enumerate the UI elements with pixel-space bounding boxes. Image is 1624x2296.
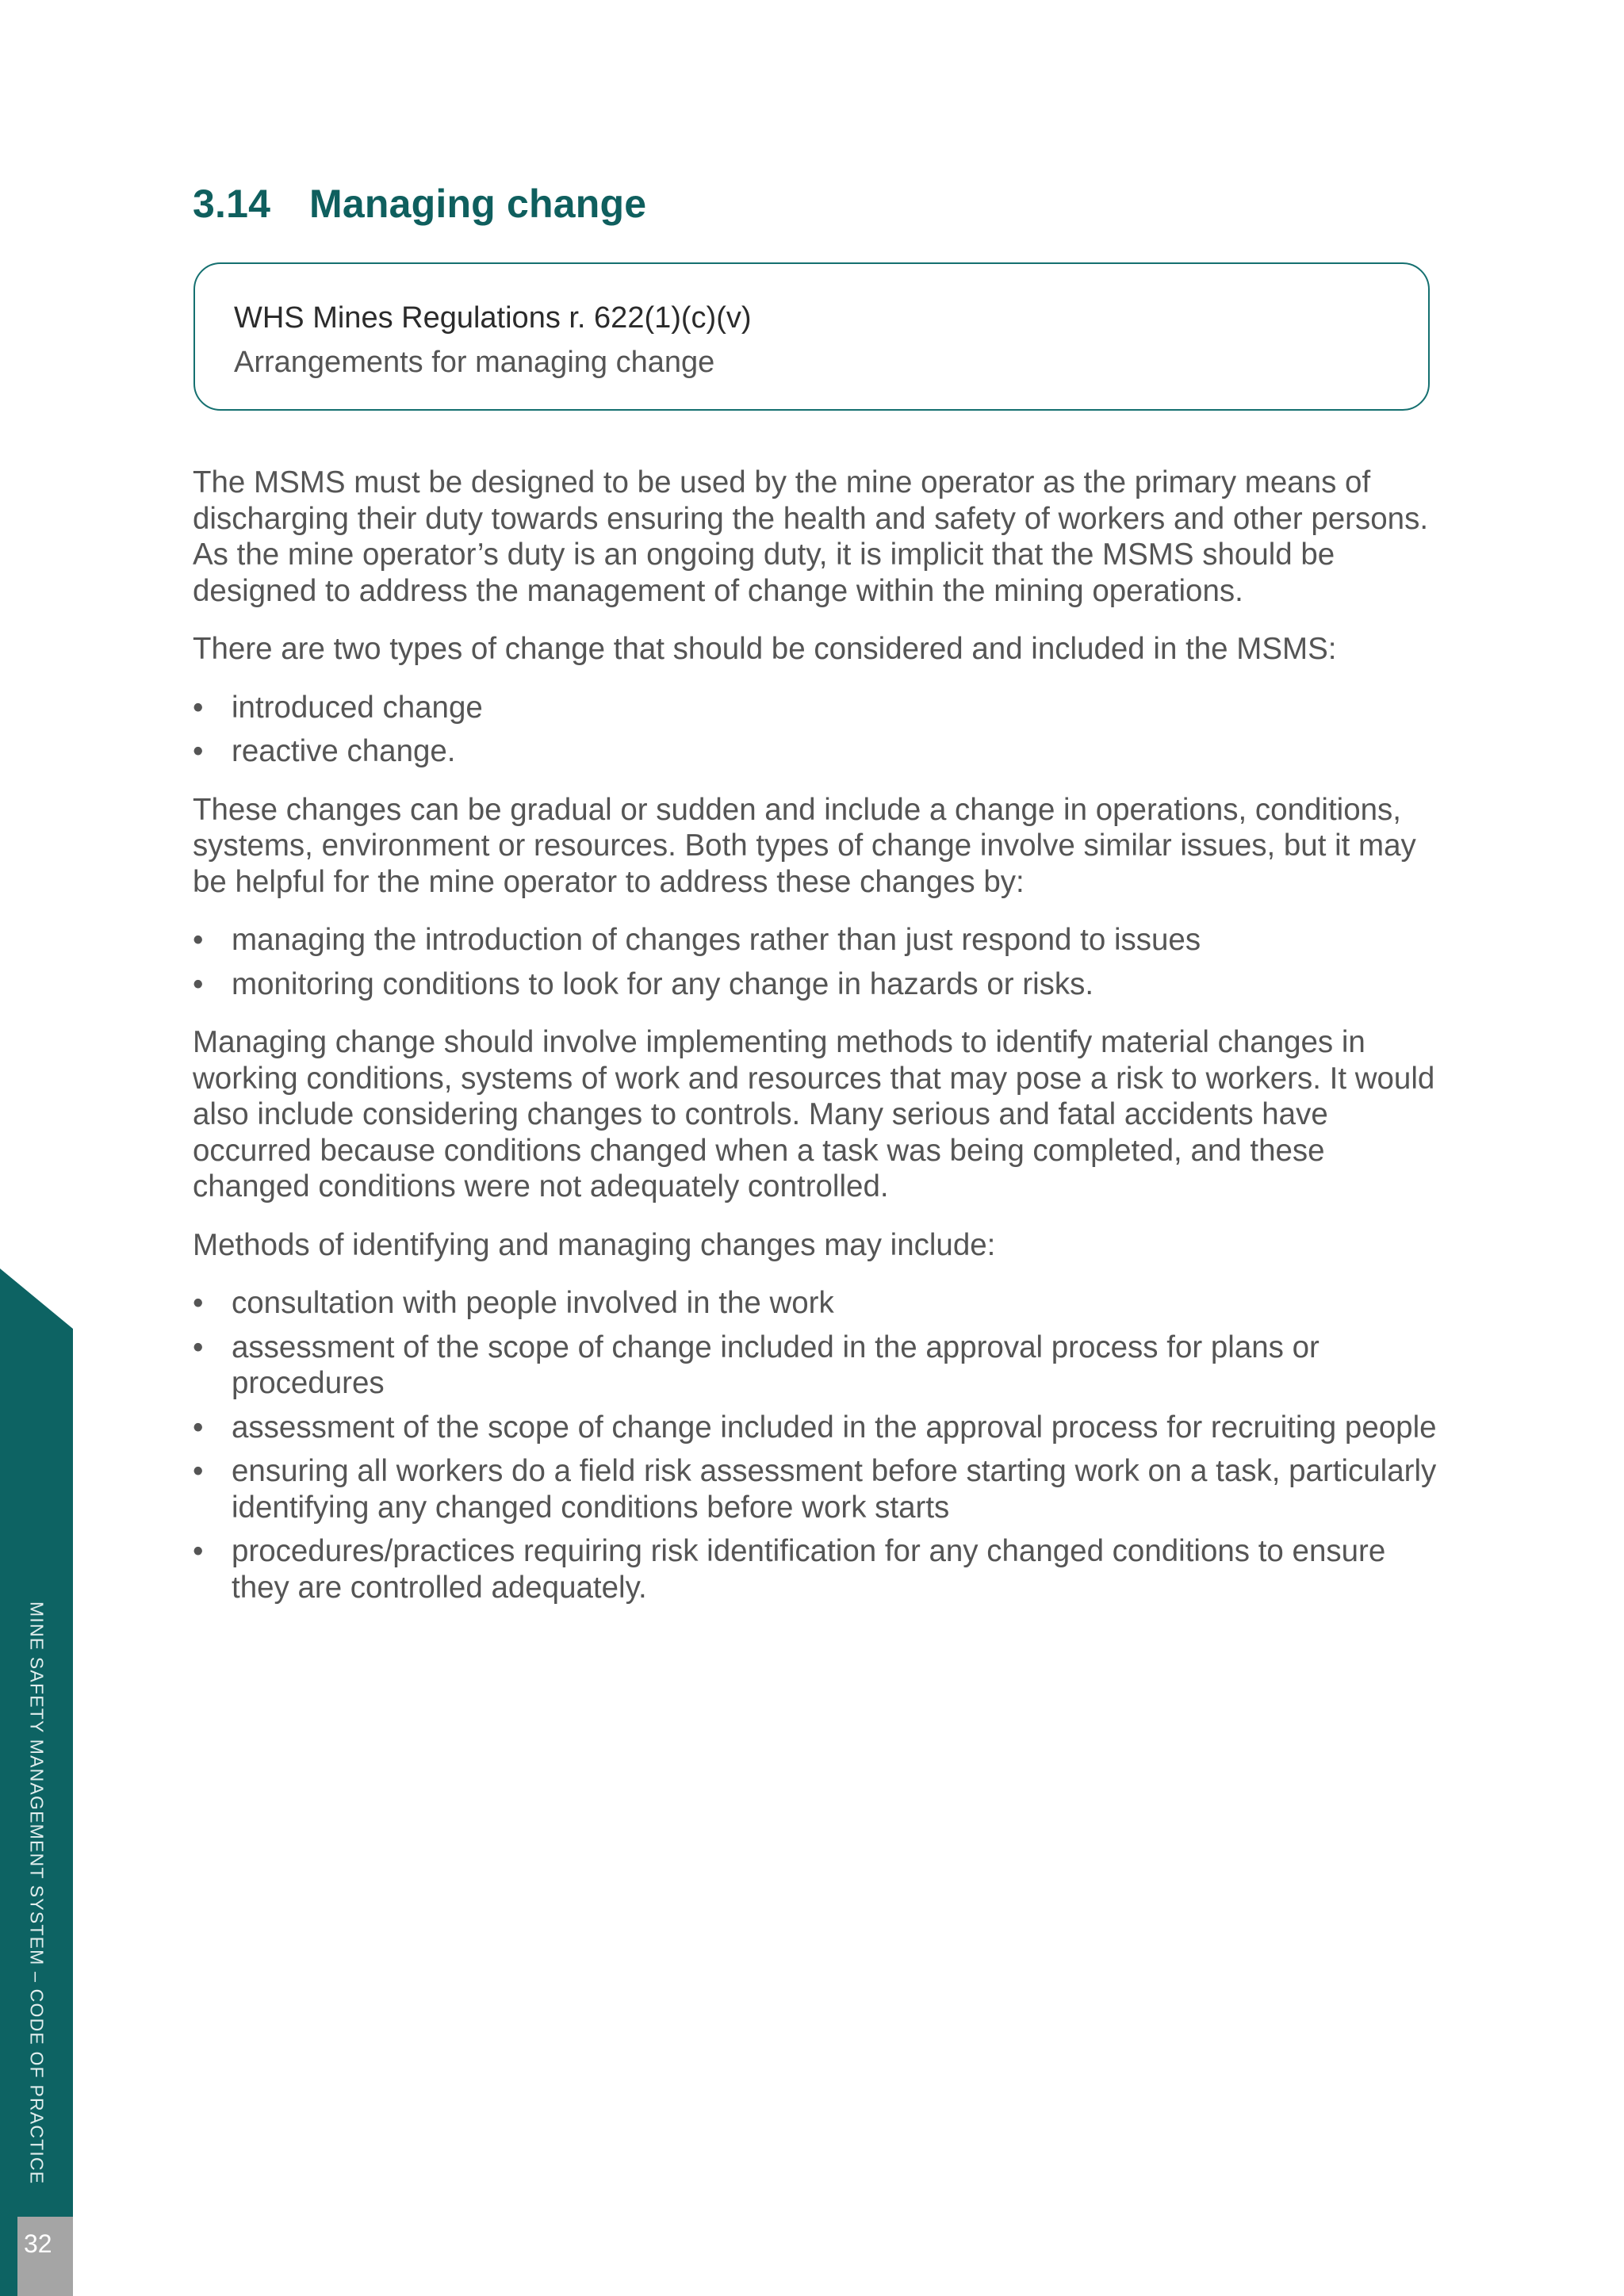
list-item: • procedures/practices requiring risk identification for any changed conditions to ensure they are controlled adequately. xyxy=(193,1534,1386,1605)
bullet-icon: • xyxy=(193,1286,204,1320)
paragraph: The MSMS must be designed to be used by the mine operator as the primary means of discharging their duty towards ensuring the health and safety of workers and other persons. As the mine operator’s duty is an ongoing duty, it is implicit that the MSMS should be designed to address the management of change within the mining operations. xyxy=(193,465,1429,608)
bullet-icon: • xyxy=(193,1330,204,1364)
list-item: • monitoring conditions to look for any change in hazards or risks. xyxy=(193,966,1094,1001)
section-number: 3.14 xyxy=(193,182,271,226)
bullet-icon: • xyxy=(193,690,204,725)
list-item: • assessment of the scope of change included in the approval process for plans or procedures xyxy=(193,1330,1320,1400)
list-item: • consultation with people involved in the work xyxy=(193,1286,834,1320)
bullet-list xyxy=(193,922,1438,1002)
document-title-vertical: MINE SAFETY MANAGEMENT SYSTEM – CODE OF PRACTICE xyxy=(26,1601,48,2185)
paragraph: Methods of identifying and managing changes may include: xyxy=(193,1227,996,1262)
bullet-icon: • xyxy=(193,1454,204,1488)
bullet-list xyxy=(193,1285,1438,1605)
list-item: • introduced change xyxy=(193,690,483,725)
section-title: Managing change xyxy=(309,182,647,226)
bullet-icon: • xyxy=(193,1410,204,1445)
paragraph: There are two types of change that should be considered and included in the MSMS: xyxy=(193,632,1337,666)
list-item: • assessment of the scope of change included in the approval process for recruiting people xyxy=(193,1410,1437,1445)
list-item: • reactive change. xyxy=(193,734,456,768)
regulation-box xyxy=(193,262,1430,411)
bullet-icon: • xyxy=(193,734,204,768)
page-number: 32 xyxy=(24,2229,52,2258)
bullet-icon: • xyxy=(193,1534,204,1568)
list-item: • managing the introduction of changes rather than just respond to issues xyxy=(193,923,1201,957)
list-item: • ensuring all workers do a field risk assessment before starting work on a task, particularly identifying any changed conditions before work starts xyxy=(193,1454,1437,1525)
paragraph: Managing change should involve implementing methods to identify material changes in working conditions, systems of work and resources that may pose a risk to workers. It would also include considering changes to controls. Many serious and fatal accidents have occurred because conditions changed when a task was being completed, and these changed conditions were not adequately controlled. xyxy=(193,1025,1435,1203)
bullet-icon: • xyxy=(193,966,204,1001)
regulation-subtitle: Arrangements for managing change xyxy=(234,346,715,379)
paragraph: These changes can be gradual or sudden and include a change in operations, conditions, systems, environment or resources. Both types of change involve similar issues, but it may be helpful for the mine operator to address these changes by: xyxy=(193,792,1416,899)
bullet-list xyxy=(193,690,1438,770)
section-heading xyxy=(193,181,646,227)
body-content xyxy=(193,465,1438,1628)
regulation-title: WHS Mines Regulations r. 622(1)(c)(v) xyxy=(234,301,752,335)
bullet-icon: • xyxy=(193,923,204,957)
